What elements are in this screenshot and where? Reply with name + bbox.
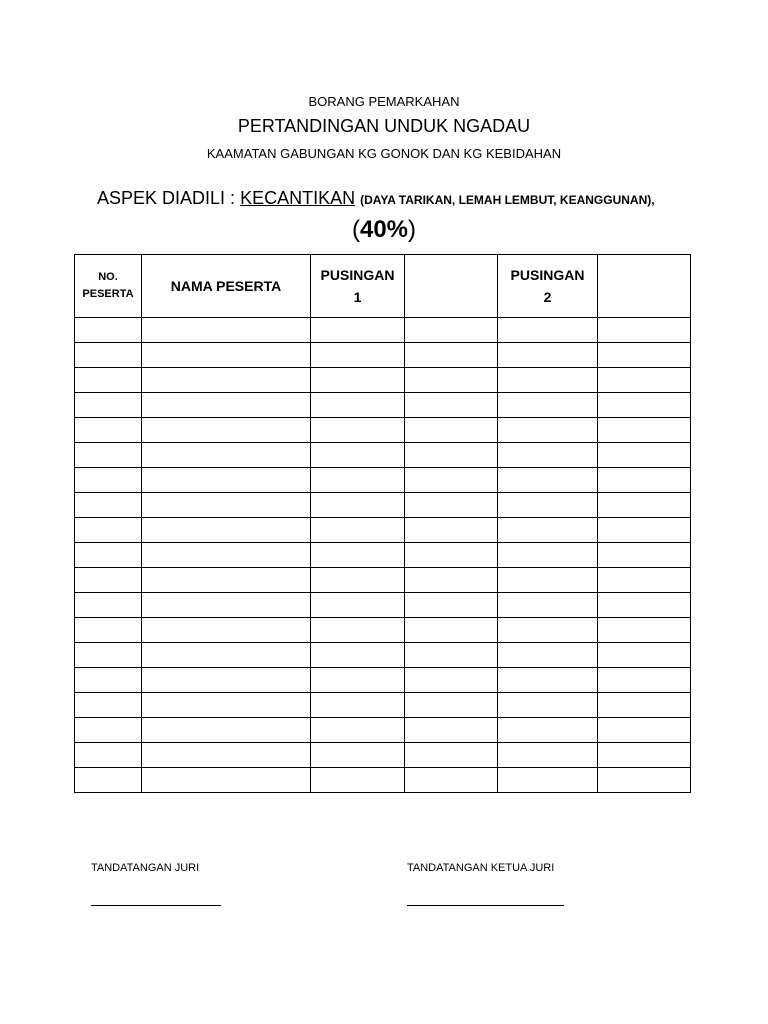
table-cell[interactable]	[75, 568, 142, 593]
table-cell[interactable]	[75, 368, 142, 393]
table-cell[interactable]	[311, 468, 405, 493]
table-cell[interactable]	[598, 543, 691, 568]
table-cell[interactable]	[75, 318, 142, 343]
table-cell[interactable]	[498, 643, 598, 668]
table-cell[interactable]	[405, 393, 498, 418]
table-cell[interactable]	[598, 643, 691, 668]
table-cell[interactable]	[598, 468, 691, 493]
header-pusingan-2-line1: PUSINGAN	[510, 267, 585, 283]
table-cell[interactable]	[75, 768, 142, 793]
table-cell[interactable]	[142, 518, 311, 543]
table-cell[interactable]	[142, 468, 311, 493]
aspect-weight	[0, 216, 768, 244]
table-cell[interactable]	[142, 718, 311, 743]
table-cell[interactable]	[498, 318, 598, 343]
event-title: PERTANDINGAN UNDUK NGADAU	[237, 116, 531, 136]
header-pusingan-2-line2: 2	[543, 289, 552, 305]
chief-judge-signature-line	[407, 905, 564, 906]
table-cell[interactable]	[311, 368, 405, 393]
table-cell[interactable]	[405, 618, 498, 643]
table-cell[interactable]	[311, 493, 405, 518]
table-cell[interactable]	[498, 468, 598, 493]
table-cell[interactable]	[498, 418, 598, 443]
table-cell[interactable]	[75, 443, 142, 468]
table-cell[interactable]	[498, 543, 598, 568]
table-cell[interactable]	[598, 618, 691, 643]
table-cell[interactable]	[75, 518, 142, 543]
table-cell[interactable]	[598, 718, 691, 743]
score-table	[74, 254, 691, 793]
table-cell[interactable]	[405, 643, 498, 668]
table-cell[interactable]	[498, 518, 598, 543]
table-cell[interactable]	[75, 618, 142, 643]
table-cell[interactable]	[311, 768, 405, 793]
table-row	[75, 743, 691, 768]
table-cell[interactable]	[405, 318, 498, 343]
table-cell[interactable]	[311, 643, 405, 668]
table-cell[interactable]	[311, 418, 405, 443]
table-cell[interactable]	[405, 418, 498, 443]
table-cell[interactable]	[75, 418, 142, 443]
table-cell[interactable]	[405, 368, 498, 393]
table-cell[interactable]	[311, 318, 405, 343]
table-cell[interactable]	[142, 593, 311, 618]
table-cell[interactable]	[311, 593, 405, 618]
table-cell[interactable]	[311, 743, 405, 768]
table-cell[interactable]	[142, 343, 311, 368]
table-cell[interactable]	[75, 593, 142, 618]
table-row	[75, 668, 691, 693]
judge-signature-label: TANDATANGAN JURI	[91, 862, 200, 874]
header-empty-1	[405, 255, 498, 318]
header-nama-peserta: NAMA PESERTA	[142, 255, 311, 318]
table-row	[75, 443, 691, 468]
table-cell[interactable]	[598, 493, 691, 518]
table-cell[interactable]	[598, 693, 691, 718]
table-cell[interactable]	[75, 718, 142, 743]
header-no-peserta	[75, 255, 142, 318]
table-cell[interactable]	[405, 493, 498, 518]
table-cell[interactable]	[142, 318, 311, 343]
header-pusingan-1-line1: PUSINGAN	[320, 267, 395, 283]
table-cell[interactable]	[498, 693, 598, 718]
table-cell[interactable]	[498, 618, 598, 643]
table-cell[interactable]	[142, 768, 311, 793]
table-row	[75, 568, 691, 593]
event-location: KAAMATAN GABUNGAN KG GONOK DAN KG KEBIDAHAN	[206, 146, 562, 161]
table-cell[interactable]	[598, 368, 691, 393]
table-cell[interactable]	[498, 593, 598, 618]
table-cell[interactable]	[598, 668, 691, 693]
table-cell[interactable]	[142, 443, 311, 468]
form-title: BORANG PEMARKAHAN	[308, 94, 460, 109]
table-cell[interactable]	[75, 468, 142, 493]
table-cell[interactable]	[311, 668, 405, 693]
table-row	[75, 468, 691, 493]
table-row	[75, 618, 691, 643]
table-cell[interactable]	[405, 668, 498, 693]
table-row	[75, 318, 691, 343]
table-cell[interactable]	[498, 368, 598, 393]
table-row	[75, 693, 691, 718]
table-row	[75, 643, 691, 668]
table-cell[interactable]	[142, 368, 311, 393]
table-cell[interactable]	[405, 768, 498, 793]
table-cell[interactable]	[75, 543, 142, 568]
table-cell[interactable]	[598, 393, 691, 418]
table-cell[interactable]	[142, 393, 311, 418]
table-cell[interactable]	[311, 443, 405, 468]
table-cell[interactable]	[598, 343, 691, 368]
table-cell[interactable]	[75, 668, 142, 693]
table-cell[interactable]	[142, 543, 311, 568]
table-header-row	[75, 255, 691, 318]
table-cell[interactable]	[142, 418, 311, 443]
table-cell[interactable]	[75, 743, 142, 768]
table-cell[interactable]	[598, 418, 691, 443]
table-cell[interactable]	[311, 693, 405, 718]
aspect-line	[97, 188, 655, 209]
table-cell[interactable]	[311, 718, 405, 743]
table-cell[interactable]	[142, 693, 311, 718]
table-cell[interactable]	[498, 768, 598, 793]
table-cell[interactable]	[311, 343, 405, 368]
table-cell[interactable]	[405, 343, 498, 368]
table-cell[interactable]	[498, 568, 598, 593]
table-cell[interactable]	[142, 618, 311, 643]
table-cell[interactable]	[498, 743, 598, 768]
table-cell[interactable]	[598, 593, 691, 618]
table-cell[interactable]	[311, 568, 405, 593]
aspect-value: KECANTIKAN	[240, 188, 356, 208]
table-cell[interactable]	[598, 743, 691, 768]
table-cell[interactable]	[598, 443, 691, 468]
table-cell[interactable]	[405, 693, 498, 718]
table-cell[interactable]	[142, 568, 311, 593]
table-cell[interactable]	[405, 568, 498, 593]
table-cell[interactable]	[405, 518, 498, 543]
table-cell[interactable]	[75, 393, 142, 418]
weight-open-paren: (	[351, 216, 360, 243]
table-row	[75, 593, 691, 618]
table-cell[interactable]	[75, 693, 142, 718]
aspect-criteria: (DAYA TARIKAN, LEMAH LEMBUT, KEANGGUNAN),	[360, 193, 655, 207]
table-cell[interactable]	[75, 493, 142, 518]
table-cell[interactable]	[405, 543, 498, 568]
table-cell[interactable]	[498, 443, 598, 468]
aspect-label: ASPEK DIADILI :	[97, 188, 236, 208]
table-row	[75, 718, 691, 743]
chief-judge-signature-label: TANDATANGAN KETUA JURI	[407, 862, 555, 874]
table-cell[interactable]	[598, 518, 691, 543]
table-cell[interactable]	[405, 743, 498, 768]
header-pusingan-1-line2: 1	[353, 289, 362, 305]
score-table-body	[75, 318, 691, 793]
header-empty-2	[598, 255, 691, 318]
table-cell[interactable]	[75, 343, 142, 368]
table-row	[75, 768, 691, 793]
table-cell[interactable]	[75, 643, 142, 668]
header-pusingan-1	[311, 255, 405, 318]
table-cell[interactable]	[498, 493, 598, 518]
table-cell[interactable]	[598, 768, 691, 793]
table-cell[interactable]	[498, 343, 598, 368]
table-cell[interactable]	[405, 718, 498, 743]
table-row	[75, 518, 691, 543]
table-row	[75, 418, 691, 443]
table-cell[interactable]	[405, 443, 498, 468]
weight-close-paren: )	[408, 216, 417, 243]
table-cell[interactable]	[142, 643, 311, 668]
table-cell[interactable]	[405, 468, 498, 493]
table-row	[75, 493, 691, 518]
table-cell[interactable]	[498, 393, 598, 418]
judge-signature-line	[91, 905, 221, 906]
table-cell[interactable]	[142, 668, 311, 693]
header-pusingan-2	[498, 255, 598, 318]
header-no-line2: PESERTA	[82, 288, 134, 300]
table-row	[75, 543, 691, 568]
table-cell[interactable]	[498, 718, 598, 743]
weight-value: 40%	[359, 216, 409, 243]
table-cell[interactable]	[405, 593, 498, 618]
table-row	[75, 343, 691, 368]
table-cell[interactable]	[142, 743, 311, 768]
table-cell[interactable]	[598, 568, 691, 593]
table-cell[interactable]	[311, 518, 405, 543]
table-cell[interactable]	[311, 393, 405, 418]
table-cell[interactable]	[598, 318, 691, 343]
table-cell[interactable]	[498, 668, 598, 693]
table-cell[interactable]	[311, 618, 405, 643]
table-row	[75, 368, 691, 393]
table-row	[75, 393, 691, 418]
table-cell[interactable]	[142, 493, 311, 518]
header-no-line1: NO.	[98, 271, 118, 283]
table-cell[interactable]	[311, 543, 405, 568]
